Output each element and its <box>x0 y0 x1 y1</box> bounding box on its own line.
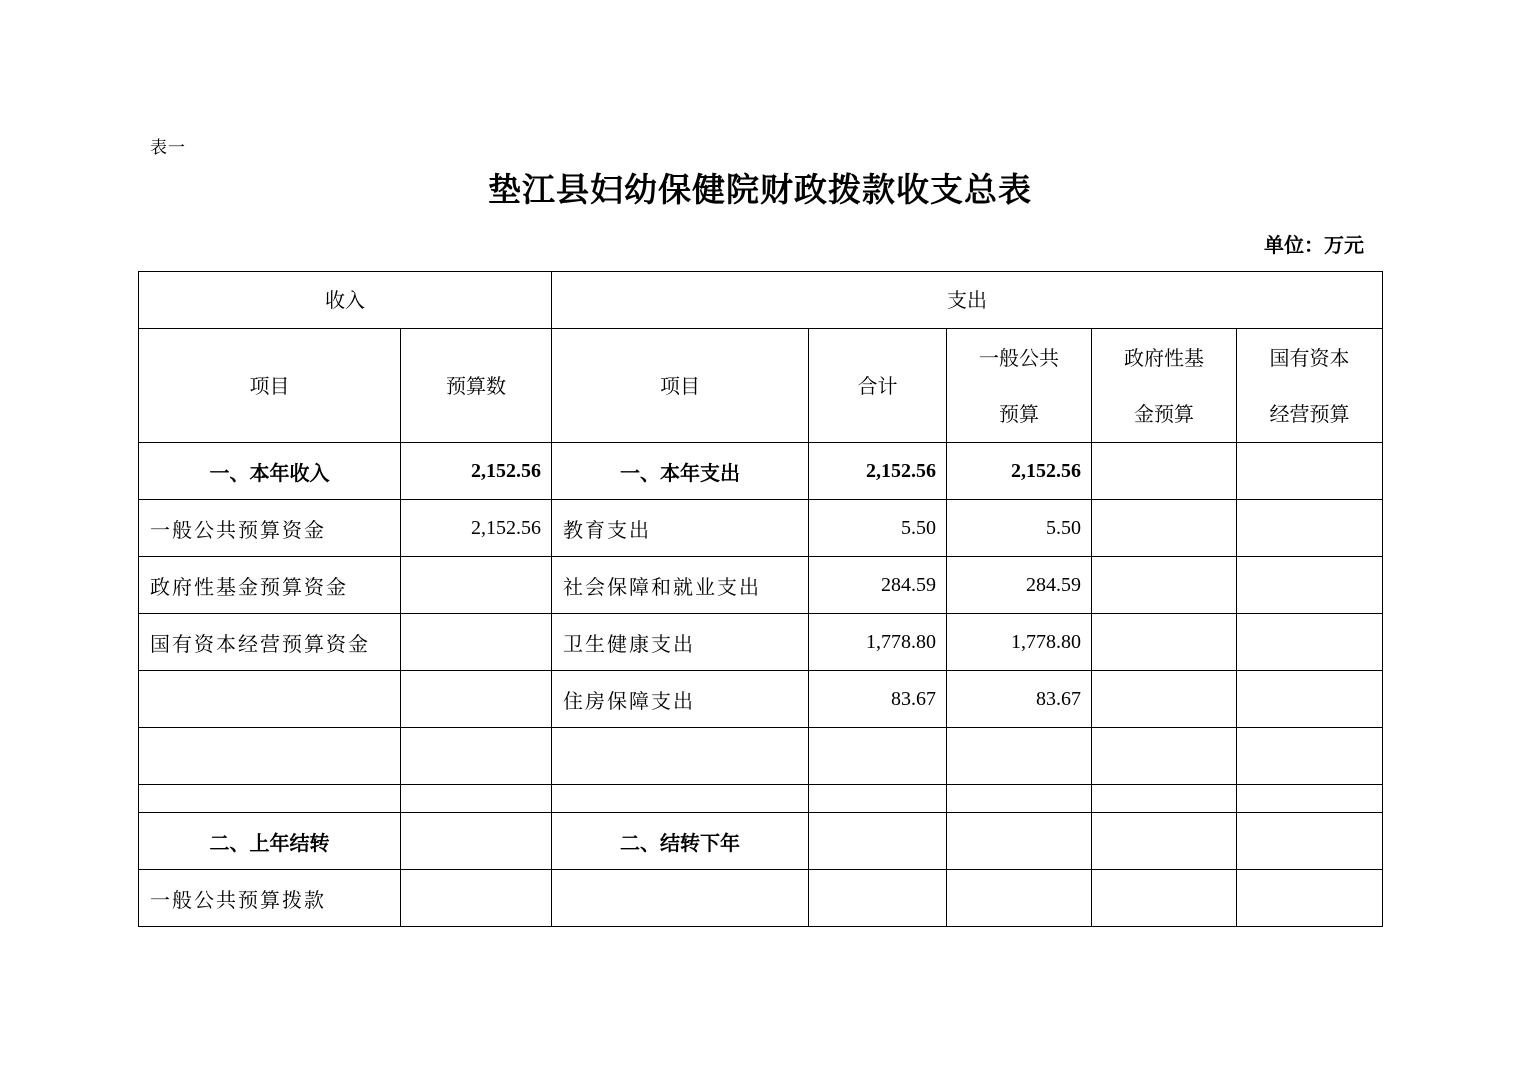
gov-fund-cell <box>1092 870 1237 927</box>
state-capital-cell <box>1237 500 1383 557</box>
col-state-capital-line2: 经营预算 <box>1269 401 1350 426</box>
total-cell <box>809 785 947 813</box>
budget-summary-table <box>138 271 1383 927</box>
table-row <box>139 785 1383 813</box>
expense-item-cell: 二、结转下年 <box>552 813 809 870</box>
col-expense-item: 项目 <box>552 329 809 443</box>
total-cell: 284.59 <box>809 557 947 614</box>
gov-fund-cell <box>1092 500 1237 557</box>
expense-item-cell <box>552 785 809 813</box>
income-item-cell: 二、上年结转 <box>139 813 401 870</box>
total-cell: 83.67 <box>809 671 947 728</box>
total-cell <box>809 870 947 927</box>
income-budget-cell <box>401 728 552 785</box>
table-row <box>139 500 1383 557</box>
gov-fund-cell <box>1092 785 1237 813</box>
income-budget-cell <box>401 813 552 870</box>
state-capital-cell <box>1237 870 1383 927</box>
col-gov-fund-line2: 金预算 <box>1134 401 1194 426</box>
general-budget-cell: 2,152.56 <box>947 443 1092 500</box>
col-gov-fund-line1: 政府性基 <box>1124 345 1204 370</box>
general-budget-cell: 1,778.80 <box>947 614 1092 671</box>
unit-label: 单位：万元 <box>1264 233 1364 257</box>
col-general-budget-line2: 预算 <box>999 401 1039 426</box>
page-title: 垫江县妇幼保健院财政拨款收支总表 <box>488 170 1032 209</box>
state-capital-cell <box>1237 785 1383 813</box>
col-general-budget-line1: 一般公共 <box>979 345 1059 370</box>
gov-fund-cell <box>1092 671 1237 728</box>
income-item-cell: 一、本年收入 <box>139 443 401 500</box>
general-budget-cell: 83.67 <box>947 671 1092 728</box>
income-budget-cell <box>401 557 552 614</box>
expense-item-cell: 住房保障支出 <box>552 671 809 728</box>
general-budget-cell <box>947 813 1092 870</box>
general-budget-cell: 284.59 <box>947 557 1092 614</box>
header-row-columns <box>139 329 1383 443</box>
table-row <box>139 813 1383 870</box>
expense-item-cell: 教育支出 <box>552 500 809 557</box>
state-capital-cell <box>1237 443 1383 500</box>
income-budget-cell: 2,152.56 <box>401 500 552 557</box>
income-item-cell: 一般公共预算拨款 <box>139 870 401 927</box>
general-budget-cell <box>947 870 1092 927</box>
income-header: 收入 <box>139 272 552 329</box>
table-row <box>139 671 1383 728</box>
income-item-cell <box>139 671 401 728</box>
total-cell <box>809 728 947 785</box>
total-cell: 5.50 <box>809 500 947 557</box>
general-budget-cell: 5.50 <box>947 500 1092 557</box>
table-row <box>139 557 1383 614</box>
income-budget-cell: 2,152.56 <box>401 443 552 500</box>
table-row <box>139 870 1383 927</box>
table-label: 表一 <box>150 138 186 158</box>
header-row-sections <box>139 272 1383 329</box>
expense-item-cell <box>552 870 809 927</box>
gov-fund-cell <box>1092 557 1237 614</box>
expense-header: 支出 <box>552 272 1383 329</box>
income-budget-cell <box>401 671 552 728</box>
income-item-cell <box>139 785 401 813</box>
table-row <box>139 728 1383 785</box>
general-budget-cell <box>947 785 1092 813</box>
col-state-capital-line1: 国有资本 <box>1269 345 1350 370</box>
gov-fund-cell <box>1092 813 1237 870</box>
expense-item-cell: 卫生健康支出 <box>552 614 809 671</box>
state-capital-cell <box>1237 614 1383 671</box>
state-capital-cell <box>1237 728 1383 785</box>
col-gov-fund-budget <box>1092 329 1237 443</box>
total-cell <box>809 813 947 870</box>
income-budget-cell <box>401 614 552 671</box>
state-capital-cell <box>1237 813 1383 870</box>
expense-item-cell <box>552 728 809 785</box>
income-item-cell: 一般公共预算资金 <box>139 500 401 557</box>
income-item-cell <box>139 728 401 785</box>
income-item-cell: 政府性基金预算资金 <box>139 557 401 614</box>
state-capital-cell <box>1237 671 1383 728</box>
income-budget-cell <box>401 785 552 813</box>
income-budget-cell <box>401 870 552 927</box>
total-cell: 1,778.80 <box>809 614 947 671</box>
total-cell: 2,152.56 <box>809 443 947 500</box>
gov-fund-cell <box>1092 443 1237 500</box>
gov-fund-cell <box>1092 614 1237 671</box>
col-general-budget <box>947 329 1092 443</box>
col-total: 合计 <box>809 329 947 443</box>
expense-item-cell: 一、本年支出 <box>552 443 809 500</box>
col-income-budget: 预算数 <box>401 329 552 443</box>
state-capital-cell <box>1237 557 1383 614</box>
expense-item-cell: 社会保障和就业支出 <box>552 557 809 614</box>
gov-fund-cell <box>1092 728 1237 785</box>
table-row <box>139 614 1383 671</box>
col-state-capital-budget <box>1237 329 1383 443</box>
table-row <box>139 443 1383 500</box>
col-income-item: 项目 <box>139 329 401 443</box>
income-item-cell: 国有资本经营预算资金 <box>139 614 401 671</box>
general-budget-cell <box>947 728 1092 785</box>
